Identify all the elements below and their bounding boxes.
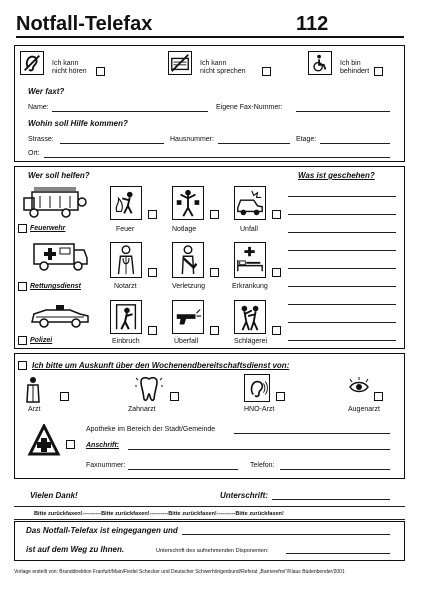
checkbox-cannot-hear[interactable] (96, 67, 105, 76)
burglary-label: Einbruch (112, 338, 140, 345)
ent-icon (244, 374, 270, 402)
impairment-label-speak-2: nicht sprechen (200, 68, 246, 75)
credit-text: Vorlage erstellt von: Branddirektion Franfurt/Main/Fiedel Schecker und Deutscher Schwerhörigenbund/Referat „Barrierefrei“/Klaus Büdenbender/2001 (14, 569, 345, 575)
checkbox-pharmacy[interactable] (66, 440, 75, 449)
what-line[interactable] (288, 322, 396, 323)
house-number-field[interactable] (218, 143, 290, 144)
injury-icon (172, 242, 204, 278)
city-field[interactable] (44, 157, 390, 158)
name-label: Name: (28, 104, 49, 111)
eye-icon (348, 376, 370, 398)
emergency-doctor-label: Notarzt (114, 283, 137, 290)
what-line[interactable] (288, 268, 396, 269)
floor-label: Etage: (296, 136, 317, 143)
robbery-label: Überfall (174, 338, 199, 345)
pharmacy-label: Apotheke im Bereich der Stadt/Gemeinde (86, 426, 216, 433)
received-line-1: Das Notfall-Telefax ist eingegangen und (26, 526, 178, 535)
checkbox-police[interactable] (18, 336, 27, 345)
what-line[interactable] (288, 286, 396, 287)
checkbox-disabled[interactable] (374, 67, 383, 76)
checkbox-dentist[interactable] (170, 392, 179, 401)
fax-number-label: Eigene Fax-Nummer: (216, 104, 283, 111)
received-line-2: ist auf dem Weg zu Ihnen. (26, 545, 125, 554)
burglary-icon (110, 300, 142, 334)
checkbox-illness[interactable] (272, 268, 281, 277)
thanks-text: Vielen Dank! (30, 491, 78, 500)
illness-icon (234, 242, 266, 278)
dentist-label: Zahnarzt (128, 406, 156, 413)
impairment-label-disabled-1: Ich bin (340, 60, 361, 67)
checkbox-ambulance[interactable] (18, 282, 27, 291)
eye-doctor-label: Augenarzt (348, 406, 380, 413)
signature-label: Unterschrift: (220, 491, 269, 500)
no-speech-icon (168, 51, 192, 75)
name-field[interactable] (52, 111, 208, 112)
what-line[interactable] (288, 214, 396, 215)
checkbox-eye-doctor[interactable] (374, 392, 383, 401)
ent-doctor-label: HNO-Arzt (244, 406, 275, 413)
address-field[interactable] (128, 449, 390, 450)
fax-number-field[interactable] (296, 111, 390, 112)
title-underline (16, 36, 404, 38)
checkbox-fire-department[interactable] (18, 224, 27, 233)
ambulance-icon (30, 240, 90, 272)
emergency-situation-icon (172, 186, 204, 220)
pharmacy-fax-field[interactable] (128, 469, 238, 470)
checkbox-brawl[interactable] (272, 326, 281, 335)
floor-field[interactable] (320, 143, 390, 144)
injury-label: Verletzung (172, 283, 206, 290)
impairment-label-speak-1: Ich kann (200, 60, 227, 67)
checkbox-cannot-speak[interactable] (262, 67, 271, 76)
checkbox-burglary[interactable] (148, 326, 157, 335)
illness-label: Erkrankung (232, 283, 268, 290)
house-number-label: Hausnummer: (170, 136, 214, 143)
street-label: Strasse: (28, 136, 54, 143)
what-line[interactable] (288, 196, 396, 197)
pharmacy-icon (26, 424, 62, 458)
address-label: Anschrift: (86, 442, 120, 449)
fire-label: Feuer (116, 226, 135, 233)
checkbox-robbery[interactable] (210, 326, 219, 335)
fire-icon (110, 186, 142, 220)
accident-label: Unfall (240, 226, 258, 233)
pharmacy-phone-label: Telefon: (250, 462, 275, 469)
wheelchair-icon (308, 51, 332, 75)
checkbox-injury[interactable] (210, 268, 219, 277)
checkbox-fire[interactable] (148, 210, 157, 219)
impairment-label-hear-1: Ich kann (52, 60, 79, 67)
police-label: Polizei (30, 337, 53, 344)
dispatcher-label: Unterschrift des aufnehmenden Disponenten: (156, 548, 269, 554)
accident-icon (234, 186, 266, 220)
divider-top (14, 506, 405, 507)
what-line[interactable] (288, 250, 396, 251)
checkbox-emergency-situation[interactable] (210, 210, 219, 219)
divider-bottom (14, 519, 405, 520)
tooth-icon (134, 374, 164, 404)
impairment-label-disabled-2: behindert (340, 68, 370, 75)
city-label: Ort: (28, 150, 40, 157)
fire-truck-icon (20, 186, 90, 220)
checkbox-doctor[interactable] (60, 392, 69, 401)
fire-department-label: Feuerwehr (30, 225, 66, 232)
emergency-doctor-icon (110, 242, 142, 278)
pharmacy-fax-label: Faxnummer: (86, 462, 126, 469)
pharmacy-city-field[interactable] (234, 433, 390, 434)
location-heading: Wohin soll Hilfe kommen? (28, 119, 128, 128)
help-heading: Wer soll helfen? (28, 171, 90, 180)
what-line[interactable] (288, 340, 396, 341)
brawl-label: Schlägerei (234, 338, 268, 345)
return-note: Bitte zurückfaxen!----------Bitte zurückfaxen!----------Bitte zurückfaxen!----------Bitte zurückfaxen! (34, 511, 284, 517)
emergency-number: 112 (296, 13, 329, 35)
checkbox-emergency-doctor[interactable] (148, 268, 157, 277)
received-line-field[interactable] (182, 534, 390, 535)
dispatcher-signature-field[interactable] (286, 553, 390, 554)
police-car-icon (28, 300, 92, 330)
deaf-icon (20, 51, 44, 75)
checkbox-duty-service[interactable] (18, 361, 27, 370)
pharmacy-phone-field[interactable] (280, 469, 390, 470)
robbery-icon (172, 300, 204, 334)
section-duty-service (14, 353, 405, 479)
impairment-label-hear-2: nicht hören (52, 68, 87, 75)
doctor-icon (24, 376, 42, 404)
checkbox-accident[interactable] (272, 210, 281, 219)
doctor-label: Arzt (28, 406, 41, 413)
duty-heading: Ich bitte um Auskunft über den Wochenendbereitschaftsdienst von: (32, 361, 290, 370)
emergency-situation-label: Notlage (172, 226, 197, 233)
what-line[interactable] (288, 304, 396, 305)
checkbox-ent-doctor[interactable] (276, 392, 285, 401)
ambulance-label: Rettungsdienst (30, 283, 81, 290)
signature-field[interactable] (272, 499, 390, 500)
what-happened-heading: Was ist geschehen? (298, 171, 375, 180)
street-field[interactable] (60, 143, 164, 144)
what-line[interactable] (288, 232, 396, 233)
page-title: Notfall-Telefax (16, 13, 153, 35)
brawl-icon (234, 300, 266, 334)
sender-heading: Wer faxt? (28, 87, 65, 96)
